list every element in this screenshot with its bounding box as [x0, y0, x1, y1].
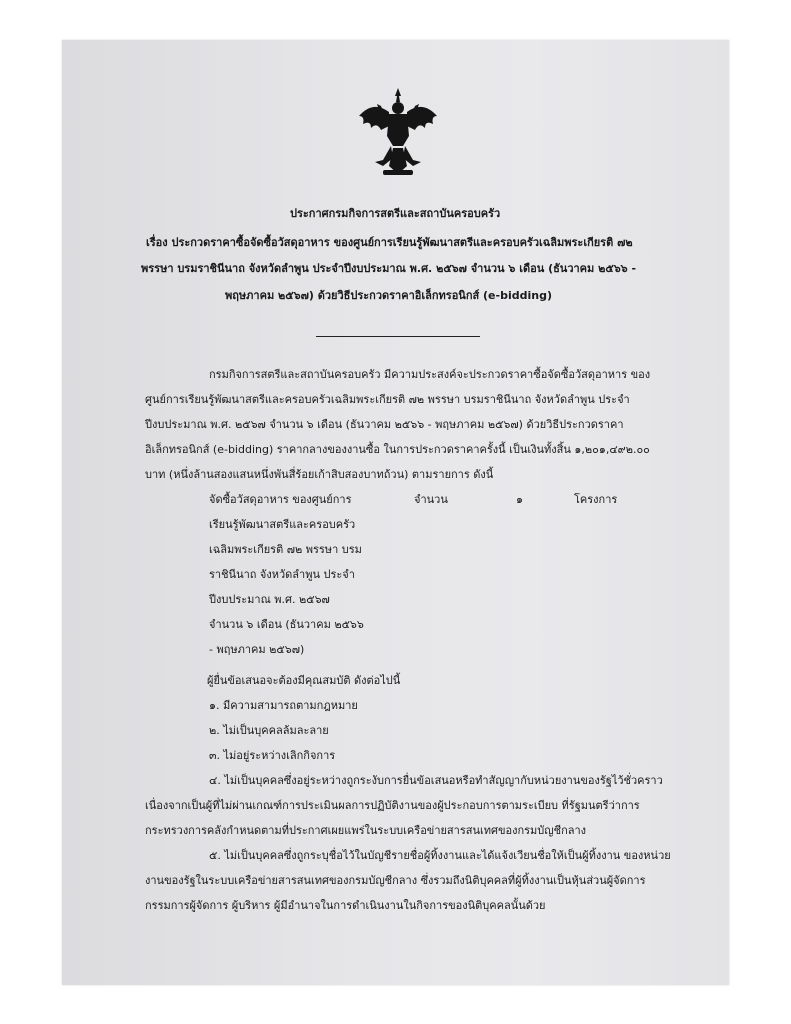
- subject-line: เรื่อง ประกวดราคาซื้อจัดซื้อวัสดุอาหาร ของศูนย์การเรียนรู้พัฒนาสตรีและครอบครัวเฉลิมพระเกียรติ ๗๒: [146, 236, 633, 249]
- intro-line: อิเล็กทรอนิกส์ (e-bidding) ราคากลางของงานซื้อ ในการประกวดราคาครั้งนี้ เป็นเงินทั้งสิ้น ๑,๒๐๑,๔๙๒.๐๐: [145, 443, 650, 456]
- intro-line: ศูนย์การเรียนรู้พัฒนาสตรีและครอบครัวเฉลิมพระเกียรติ ๗๒ พรรษา บรมราชินีนาถ จังหวัดลำพูน ประจำ: [145, 393, 630, 406]
- item-description-line: เฉลิมพระเกียรติ ๗๒ พรรษา บรม: [209, 543, 362, 556]
- subject-line: พฤษภาคม ๒๕๖๗) ด้วยวิธีประกวดราคาอิเล็กทรอนิกส์ (e-bidding): [225, 289, 552, 302]
- quantity-value: ๑: [516, 493, 523, 506]
- qualification-item-5: กรรมการผู้จัดการ ผู้บริหาร ผู้มีอำนาจในการดำเนินงานในกิจการของนิติบุคคลนั้นด้วย: [145, 899, 546, 912]
- divider-line: [316, 336, 480, 337]
- qualifications-heading: ผู้ยื่นข้อเสนอจะต้องมีคุณสมบัติ ดังต่อไปนี้: [207, 674, 401, 687]
- qualification-item: ๑. มีความสามารถตามกฎหมาย: [209, 699, 358, 712]
- quantity-label: จำนวน: [414, 493, 448, 506]
- qualification-item-4: กระทรวงการคลังกำหนดตามที่ประกาศเผยแพร่ในระบบเครือข่ายสารสนเทศของกรมบัญชีกลาง: [145, 824, 587, 837]
- quantity-unit: โครงการ: [574, 493, 618, 506]
- garuda-emblem-icon: [353, 86, 443, 178]
- item-description-line: จัดซื้อวัสดุอาหาร ของศูนย์การ: [209, 493, 352, 506]
- document-page: [62, 40, 729, 985]
- item-description-line: - พฤษภาคม ๒๕๖๗): [209, 643, 305, 656]
- qualification-item-4: ๔. ไม่เป็นบุคคลซึ่งอยู่ระหว่างถูกระงับการยื่นข้อเสนอหรือทำสัญญากับหน่วยงานของรัฐไว้ชั่วคราว: [209, 774, 663, 787]
- item-description-line: ปีงบประมาณ พ.ศ. ๒๕๖๗: [209, 593, 330, 606]
- qualification-item: ๒. ไม่เป็นบุคคลล้มละลาย: [209, 724, 329, 737]
- qualification-item: ๓. ไม่อยู่ระหว่างเลิกกิจการ: [209, 749, 336, 762]
- announcement-title: ประกาศกรมกิจการสตรีและสถาบันครอบครัว: [290, 207, 501, 220]
- intro-line: บาท (หนึ่งล้านสองแสนหนึ่งพันสี่ร้อยเก้าสิบสองบาทถ้วน) ตามรายการ ดังนี้: [145, 468, 494, 481]
- item-description-line: เรียนรู้พัฒนาสตรีและครอบครัว: [209, 518, 356, 531]
- qualification-item-4: เนื่องจากเป็นผู้ที่ไม่ผ่านเกณฑ์การประเมินผลการปฏิบัติงานของผู้ประกอบการตามระเบียบ ที่รัฐมนตรีว่าการ: [145, 799, 640, 812]
- item-description-line: จำนวน ๖ เดือน (ธันวาคม ๒๕๖๖: [209, 618, 364, 631]
- intro-line: ปีงบประมาณ พ.ศ. ๒๕๖๗ จำนวน ๖ เดือน (ธันวาคม ๒๕๖๖ - พฤษภาคม ๒๕๖๗) ด้วยวิธีประกวดราคา: [145, 418, 624, 431]
- item-description-line: ราชินีนาถ จังหวัดลำพูน ประจำ: [209, 568, 355, 581]
- qualification-item-5: งานของรัฐในระบบเครือข่ายสารสนเทศของกรมบัญชีกลาง ซึ่งรวมถึงนิติบุคคลที่ผู้ทิ้งงานเป็นหุ้นส่วนผู้จัดการ: [145, 874, 646, 887]
- intro-line: กรมกิจการสตรีและสถาบันครอบครัว มีความประสงค์จะประกวดราคาซื้อจัดซื้อวัสดุอาหาร ของ: [209, 368, 651, 381]
- qualification-item-5: ๕. ไม่เป็นบุคคลซึ่งถูกระบุชื่อไว้ในบัญชีรายชื่อผู้ทิ้งงานและได้แจ้งเวียนชื่อให้เป็นผู้ทิ้งงาน ของหน่วย: [209, 849, 671, 862]
- subject-line: พรรษา บรมราชินีนาถ จังหวัดลำพูน ประจำปีงบประมาณ พ.ศ. ๒๕๖๗ จำนวน ๖ เดือน (ธันวาคม ๒๕๖๖ -: [141, 262, 637, 275]
